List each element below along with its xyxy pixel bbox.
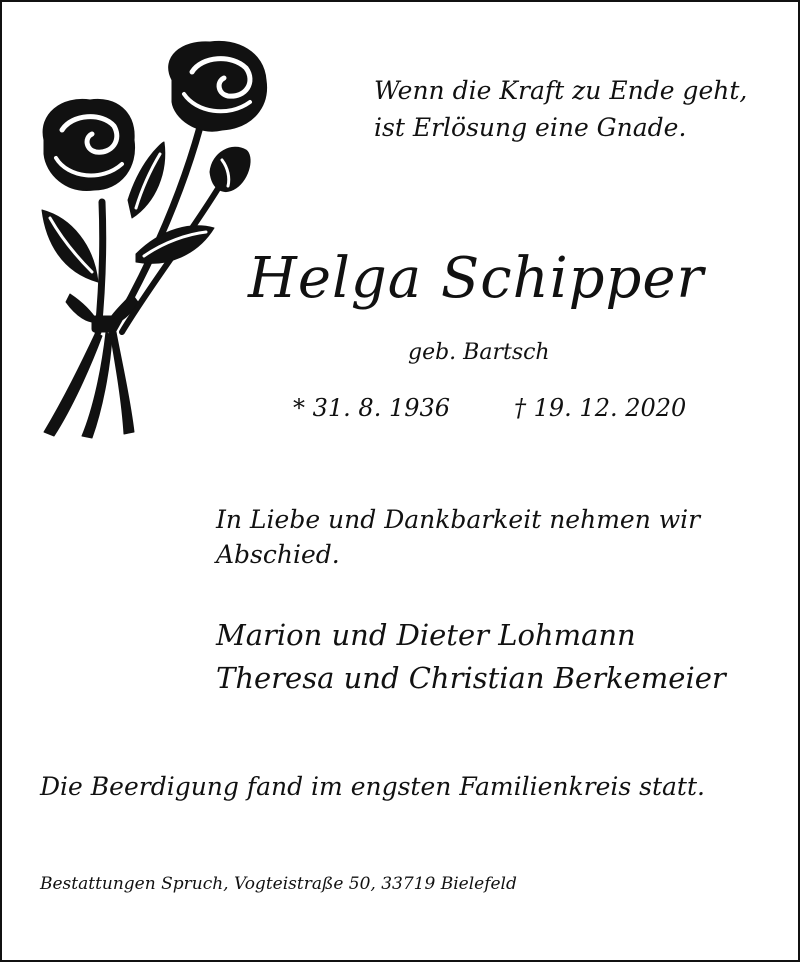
farewell-line: Abschied.: [216, 540, 340, 569]
roses-icon: [32, 32, 282, 442]
farewell-line: In Liebe und Dankbarkeit nehmen wir: [216, 505, 701, 534]
undertaker-info: Bestattungen Spruch, Vogteistraße 50, 33719 Bielefeld: [40, 874, 517, 894]
mourner-entry: Theresa und Christian Berkemeier: [216, 661, 726, 695]
maiden-name: geb. Bartsch: [408, 340, 550, 365]
mourner-entry: Marion und Dieter Lohmann: [216, 618, 636, 652]
quote-line: Wenn die Kraft zu Ende geht,: [374, 76, 748, 105]
mourners-list: [216, 614, 726, 700]
quote-line: ist Erlösung eine Gnade.: [374, 113, 687, 142]
deceased-name: Helga Schipper: [248, 246, 705, 311]
death-date: † 19. 12. 2020: [514, 394, 687, 422]
birth-date: * 31. 8. 1936: [293, 394, 451, 422]
farewell-text: [216, 502, 700, 572]
memorial-quote: [374, 72, 747, 146]
funeral-note: Die Beerdigung fand im engsten Familienkreis statt.: [40, 772, 705, 801]
